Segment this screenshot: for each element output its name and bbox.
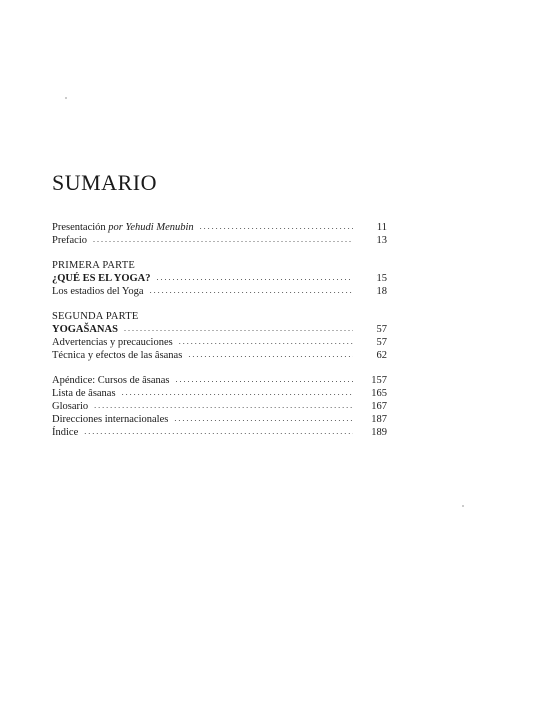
- table-of-contents: [52, 221, 387, 451]
- toc-page-number: 13: [376, 235, 387, 246]
- toc-entry[interactable]: [52, 234, 387, 247]
- page-title: SUMARIO: [52, 170, 157, 195]
- dot-leader: [124, 322, 353, 335]
- toc-page-number: 157: [371, 375, 387, 386]
- toc-entry-label: Presentación por Yehudi Menubin: [52, 222, 194, 233]
- toc-entry-label: Índice: [52, 427, 79, 438]
- toc-page-number: 62: [376, 350, 387, 361]
- toc-entry-label: Lista de âsanas: [52, 388, 116, 399]
- toc-page-number: 57: [376, 337, 387, 348]
- toc-page-number: 189: [371, 427, 387, 438]
- dot-leader: [174, 412, 353, 425]
- toc-entry-label: ¿QUÉ ES EL YOGA?: [52, 273, 151, 284]
- toc-back-matter: [52, 374, 387, 439]
- toc-entry-author: por Yehudi Menubin: [108, 222, 194, 233]
- toc-page-number: 165: [371, 388, 387, 399]
- toc-page-number: 57: [376, 324, 387, 335]
- dot-leader: [122, 386, 353, 399]
- toc-page-number: 187: [371, 414, 387, 425]
- toc-entry[interactable]: [52, 349, 387, 362]
- dot-leader: [93, 233, 353, 246]
- dot-leader: [150, 284, 353, 297]
- toc-entry[interactable]: [52, 426, 387, 439]
- dot-leader: [200, 220, 353, 233]
- toc-entry-label: YOGAŠANAS: [52, 324, 118, 335]
- dot-leader: [84, 425, 353, 438]
- toc-entry[interactable]: [52, 285, 387, 298]
- part-heading: SEGUNDA PARTE: [52, 311, 139, 322]
- toc-part-one: [52, 259, 387, 298]
- dot-leader: [157, 271, 353, 284]
- paper-speck: [462, 505, 464, 507]
- dot-leader: [188, 348, 353, 361]
- part-heading: PRIMERA PARTE: [52, 260, 135, 271]
- toc-front-matter: [52, 221, 387, 247]
- toc-entry-label: Glosario: [52, 401, 89, 412]
- toc-page-number: 167: [371, 401, 387, 412]
- toc-entry-label: Los estadios del Yoga: [52, 286, 144, 297]
- toc-entry-label: Advertencias y precauciones: [52, 337, 173, 348]
- paper-speck: [65, 97, 67, 99]
- toc-page-number: 18: [376, 286, 387, 297]
- toc-entry-label: Técnica y efectos de las âsanas: [52, 350, 183, 361]
- toc-entry-label: Apéndice: Cursos de âsanas: [52, 375, 170, 386]
- toc-part-two: [52, 310, 387, 362]
- toc-entry-label: Prefacio: [52, 235, 87, 246]
- toc-page-number: 11: [376, 222, 387, 233]
- dot-leader: [179, 335, 353, 348]
- toc-page-number: 15: [376, 273, 387, 284]
- dot-leader: [94, 399, 353, 412]
- dot-leader: [176, 373, 353, 386]
- toc-entry-label: Direcciones internacionales: [52, 414, 169, 425]
